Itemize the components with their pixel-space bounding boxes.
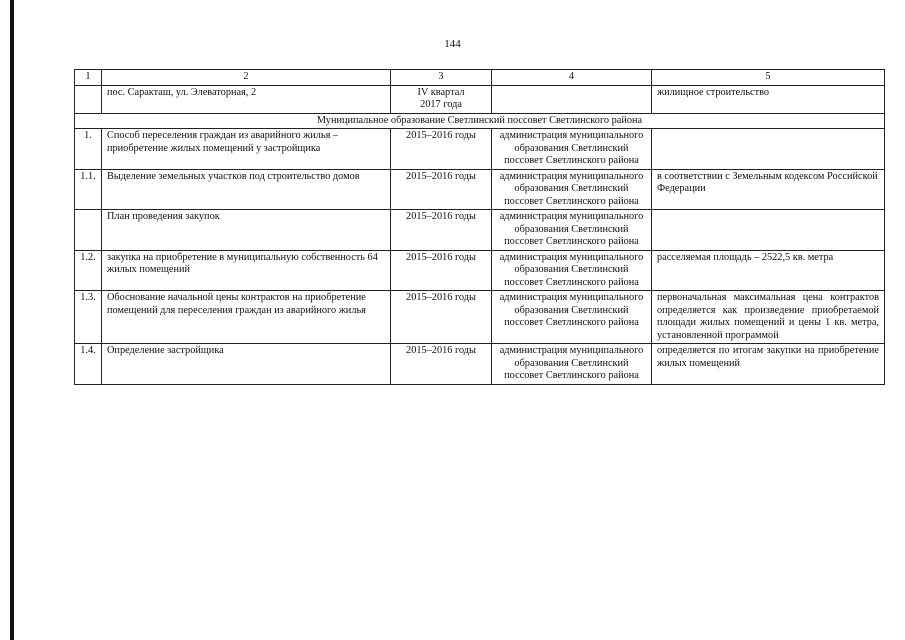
row-responsible: администрация муниципального образования Светлинский поссовет Светлинского района bbox=[492, 250, 652, 291]
row-number: 1.1. bbox=[75, 169, 102, 210]
row-term: 2015–2016 годы bbox=[391, 291, 492, 344]
row-result bbox=[652, 129, 885, 170]
row-responsible: администрация муниципального образования Светлинский поссовет Светлинского района bbox=[492, 291, 652, 344]
row-term: 2015–2016 годы bbox=[391, 129, 492, 170]
row-result bbox=[652, 210, 885, 251]
row-responsible: администрация муниципального образования Светлинский поссовет Светлинского района bbox=[492, 344, 652, 385]
row-responsible bbox=[492, 85, 652, 113]
row-term: IV квартал 2017 года bbox=[391, 85, 492, 113]
row-number: 1.3. bbox=[75, 291, 102, 344]
row-term: 2015–2016 годы bbox=[391, 250, 492, 291]
row-number: 1.4. bbox=[75, 344, 102, 385]
page-number: 144 bbox=[444, 38, 461, 50]
table-row bbox=[75, 250, 885, 291]
row-term: 2015–2016 годы bbox=[391, 169, 492, 210]
row-term: 2015–2016 годы bbox=[391, 210, 492, 251]
row-result: в соответствии с Земельным кодексом Российской Федерации bbox=[652, 169, 885, 210]
table-row bbox=[75, 169, 885, 210]
row-term: 2015–2016 годы bbox=[391, 344, 492, 385]
scan-edge-bar bbox=[10, 0, 14, 640]
row-action: Способ переселения граждан из аварийного жилья – приобретение жилых помещений у застройщика bbox=[102, 129, 391, 170]
row-number bbox=[75, 210, 102, 251]
column-header-5: 5 bbox=[652, 70, 885, 86]
column-header-4: 4 bbox=[492, 70, 652, 86]
header-row bbox=[75, 70, 885, 86]
row-result: определяется по итогам закупки на приобретение жилых помещений bbox=[652, 344, 885, 385]
row-number: 1. bbox=[75, 129, 102, 170]
column-header-1: 1 bbox=[75, 70, 102, 86]
row-responsible: администрация муниципального образования Светлинский поссовет Светлинского района bbox=[492, 129, 652, 170]
row-result: первоначальная максимальная цена контрактов определяется как произведение приобретаемой площади жилых помещений и цены 1 кв. метра, установленной программой bbox=[652, 291, 885, 344]
row-responsible: администрация муниципального образования Светлинский поссовет Светлинского района bbox=[492, 169, 652, 210]
row-action: пос. Саракташ, ул. Элеваторная, 2 bbox=[102, 85, 391, 113]
table-row bbox=[75, 344, 885, 385]
row-number: 1.2. bbox=[75, 250, 102, 291]
row-action: Определение застройщика bbox=[102, 344, 391, 385]
section-row bbox=[75, 113, 885, 129]
row-action: Обоснование начальной цены контрактов на приобретение помещений для переселения граждан из аварийного жилья bbox=[102, 291, 391, 344]
row-result: расселяемая площадь – 2522,5 кв. метра bbox=[652, 250, 885, 291]
row-number bbox=[75, 85, 102, 113]
column-header-3: 3 bbox=[391, 70, 492, 86]
column-header-2: 2 bbox=[102, 70, 391, 86]
row-action: Выделение земельных участков под строительство домов bbox=[102, 169, 391, 210]
row-action: закупка на приобретение в муниципальную собственность 64 жилых помещений bbox=[102, 250, 391, 291]
section-title: Муниципальное образование Светлинский поссовет Светлинского района bbox=[75, 113, 885, 129]
table-row bbox=[75, 129, 885, 170]
row-responsible: администрация муниципального образования Светлинский поссовет Светлинского района bbox=[492, 210, 652, 251]
row-result: жилищное строительство bbox=[652, 85, 885, 113]
program-table bbox=[74, 69, 885, 385]
table-row bbox=[75, 291, 885, 344]
row-action: План проведения закупок bbox=[102, 210, 391, 251]
table-row bbox=[75, 210, 885, 251]
table-row bbox=[75, 85, 885, 113]
